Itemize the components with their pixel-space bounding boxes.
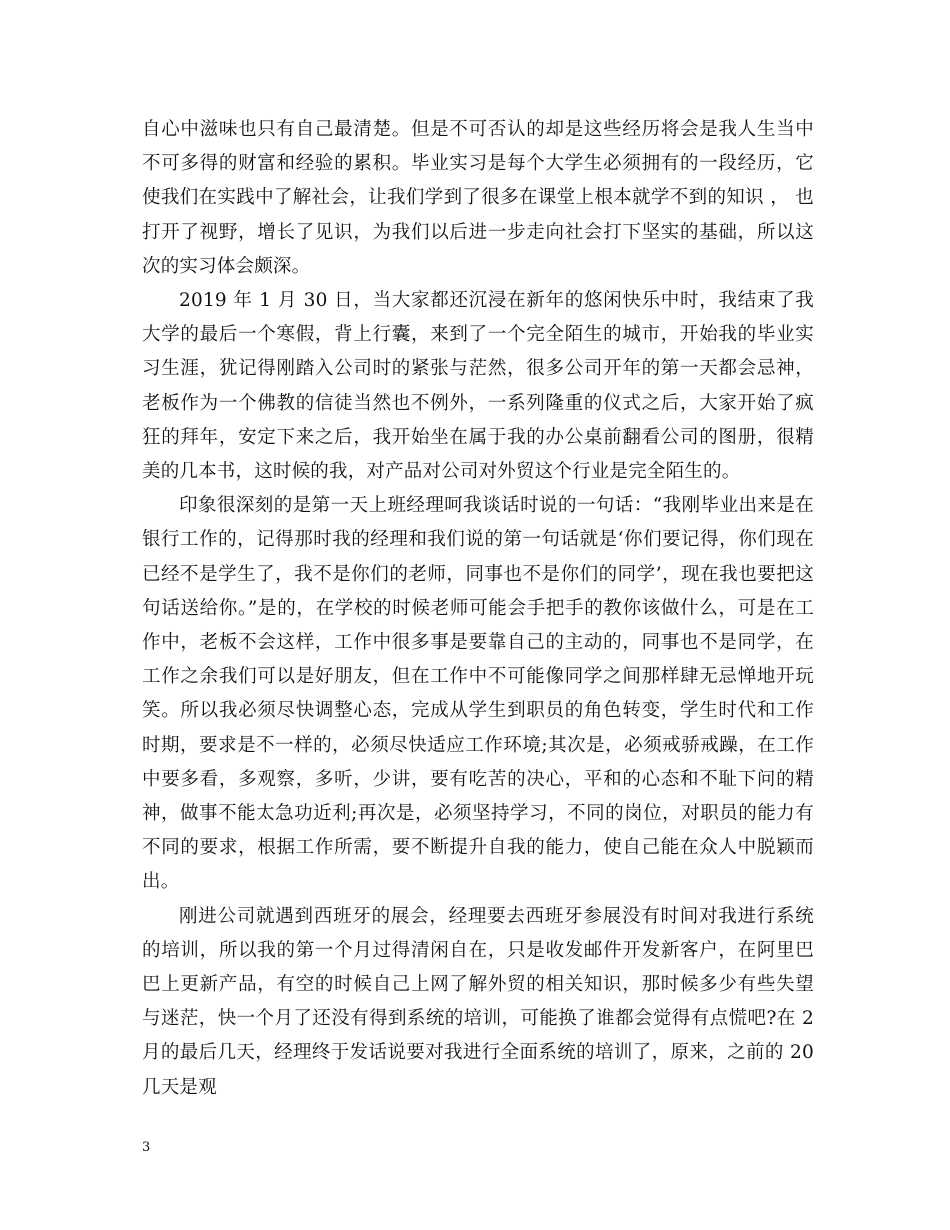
- body-text: [142, 113, 814, 1105]
- paragraph-3: 印象很深刻的是第一天上班经理呵我谈话时说的一句话：“我刚毕业出来是在银行工作的，记得那时我的经理和我们说的第一句话就是‘你们要记得，你们现在已经不是学生了，我不是你们的老师，同事也不是你们的同学’，现在我也要把这句话送给你。”是的，在学校的时候老师可能会手把手的教你该做什么，可是在工作中，老板不会这样，工作中很多事是要靠自己的主动的，同事也不是同学，在工作之余我们可以是好朋友，但在工作中不可能像同学之间那样肆无忌惮地开玩笑。所以我必须尽快调整心态，完成从学生到职员的角色转变，学生时代和工作时期，要求是不一样的，必须尽快适应工作环境;其次是，必须戒骄戒躁，在工作中要多看，多观察，多听，少讲，要有吃苦的决心，平和的心态和不耻下问的精神，做事不能太急功近利;再次是，必须坚持学习，不同的岗位，对职员的能力有不同的要求，根据工作所需，要不断提升自我的能力，使自己能在众人中脱颖而出。: [142, 495, 814, 893]
- paragraph-1: 自心中滋味也只有自己最清楚。但是不可否认的却是这些经历将会是我人生当中不可多得的财富和经验的累积。毕业实习是每个大学生必须拥有的一段经历，它使我们在实践中了解社会，让我们学到了很多在课堂上根本就学不到的知识 ， 也打开了视野，增长了见识，为我们以后进一步走向社会打下坚实的基础，所以这次的实习体会颇深。: [142, 119, 814, 277]
- paragraph-4: 刚进公司就遇到西班牙的展会，经理要去西班牙参展没有时间对我进行系统的培训，所以我的第一个月过得清闲自在，只是收发邮件开发新客户，在阿里巴巴上更新产品，有空的时候自己上网了解外贸的相关知识，那时候多少有些失望与迷茫，快一个月了还没有得到系统的培训，可能换了谁都会觉得有点慌吧?在 2 月的最后几天，经理终于发话说要对我进行全面系统的培训了，原来，之前的 20 几天是观: [142, 905, 814, 1098]
- paragraph-2: 2019 年 1 月 30 日，当大家都还沉浸在新年的悠闲快乐中时，我结束了我大学的最后一个寒假，背上行囊，来到了一个完全陌生的城市，开始我的毕业实习生涯，犹记得刚踏入公司时的紧张与茫然，很多公司开年的第一天都会忌神，老板作为一个佛教的信徒当然也不例外，一系列隆重的仪式之后，大家开始了疯狂的拜年，安定下来之后，我开始坐在属于我的办公桌前翻看公司的图册，很精美的几本书，这时候的我，对产品对公司对外贸这个行业是完全陌生的。: [142, 290, 814, 483]
- page-number: 3: [142, 1140, 151, 1155]
